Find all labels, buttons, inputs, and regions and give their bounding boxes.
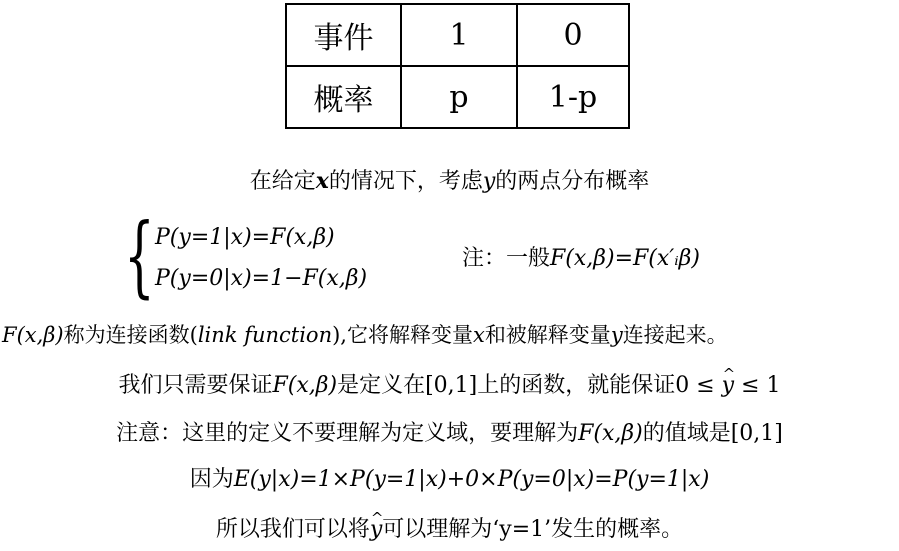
y-hat-symbol: ^ y [370, 516, 382, 544]
note-range-line [0, 420, 899, 448]
intro-line [0, 167, 899, 196]
conclusion-text-2: 可以理解为‘y=1’发生的概率。 [382, 517, 684, 542]
link-func-text-3: 和被解释变量 [484, 323, 611, 347]
link-func-text-4: 连接起来。 [622, 323, 728, 347]
range-text-2: 的值域是[0,1] [642, 421, 783, 446]
link-func-var-x: x [472, 323, 485, 347]
table-cell-prob-1-p: 1-p [517, 66, 629, 128]
guarantee-text-2: 是定义在[0,1]上的函数，就能保证0 ≤ [337, 373, 722, 398]
table-row [286, 4, 629, 66]
expectation-text: 因为 [189, 467, 234, 492]
guarantee-formula: F(x,β) [272, 373, 338, 398]
intro-text-1: 在给定 [249, 169, 316, 194]
intro-var-x: x [315, 168, 329, 194]
link-func-english: link function [197, 323, 333, 347]
table-cell-event-0: 0 [517, 4, 629, 66]
guarantee-text-1: 我们只需要保证 [118, 373, 273, 398]
system-brace: { [124, 204, 155, 307]
link-func-var-y: y [610, 323, 623, 347]
table-header-probability: 概率 [286, 66, 401, 128]
probability-table [285, 3, 630, 129]
link-func-text-1: 称为连接函数( [63, 323, 198, 347]
equation-p-y0: P(y=0|x)=1−F(x,β) [155, 266, 368, 291]
guarantee-text-3: ≤ 1 [734, 373, 781, 398]
intro-text-3: 的两点分布概率 [495, 169, 650, 194]
intro-var-y: y [482, 169, 496, 194]
expectation-line [0, 466, 899, 494]
link-func-text-2: ),它将解释变量 [332, 323, 473, 347]
table-cell-event-1: 1 [401, 4, 517, 66]
conclusion-text-1: 所以我们可以将 [215, 517, 370, 542]
range-formula: F(x,β) [578, 421, 643, 446]
table-cell-prob-p: p [401, 66, 517, 128]
table-header-event: 事件 [286, 4, 401, 66]
y-hat-symbol: ^ y [722, 372, 734, 400]
link-function-line [2, 321, 728, 349]
range-text-1: 注意：这里的定义不要理解为定义域，要理解为 [116, 421, 579, 446]
equation-p-y1: P(y=1|x)=F(x,β) [155, 225, 335, 250]
guarantee-line [0, 372, 899, 400]
conclusion-line [0, 516, 899, 544]
link-func-symbol: F(x,β) [2, 323, 64, 347]
note-general-form [462, 245, 700, 273]
note-formula: F(x,β)=F(x′ᵢβ) [550, 246, 700, 271]
expectation-formula: E(y|x)=1×P(y=1|x)+0×P(y=0|x)=P(y=1|x) [233, 467, 710, 492]
intro-text-2: 的情况下，考虑 [328, 169, 483, 194]
table-row [286, 66, 629, 128]
note-label: 注：一般 [462, 246, 551, 271]
